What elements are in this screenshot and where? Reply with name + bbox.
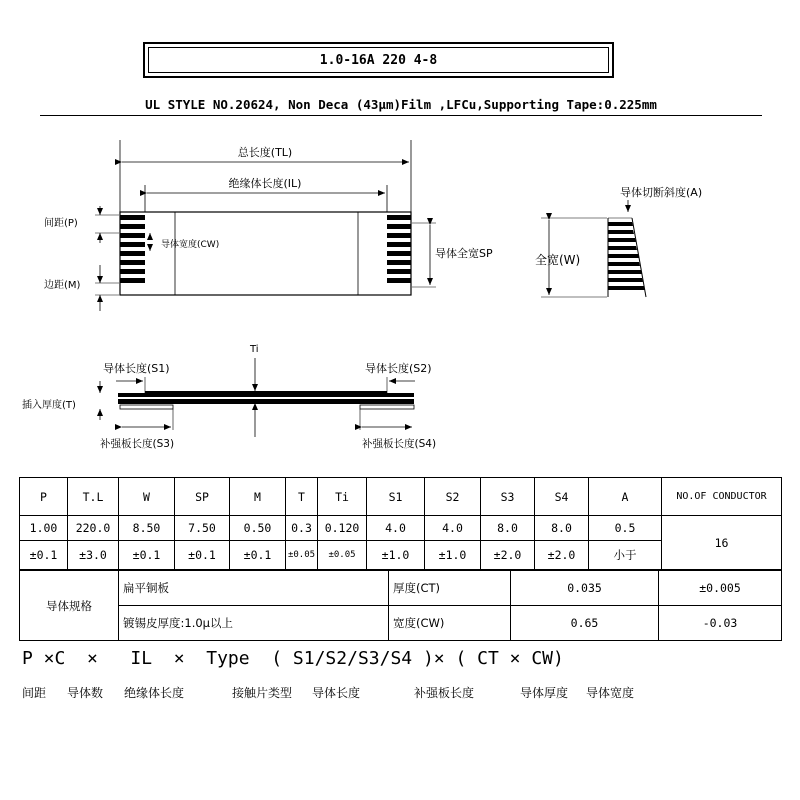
- value-ti: 0.120: [318, 516, 367, 541]
- part-number-title: 1.0-16A 220 4-8: [148, 47, 609, 73]
- stiffener-left: [120, 405, 173, 409]
- thickness-tolerance: ±0.005: [659, 571, 782, 606]
- spec-table: [19, 477, 782, 570]
- header-sp: SP: [175, 478, 230, 516]
- tol-t: ±0.05: [286, 541, 318, 570]
- header-tl: T.L: [68, 478, 119, 516]
- s2-label: 导体长度(S2): [365, 362, 432, 375]
- width-label-cell: 宽度(CW): [389, 606, 511, 641]
- value-t: 0.3: [286, 516, 318, 541]
- value-sp: 7.50: [175, 516, 230, 541]
- cw-label: 导体宽度(CW): [161, 240, 220, 250]
- value-tl: 220.0: [68, 516, 119, 541]
- sp-label: 导体全宽SP: [435, 247, 493, 260]
- value-s2: 4.0: [425, 516, 481, 541]
- header-s3: S3: [481, 478, 535, 516]
- tol-s4: ±2.0: [535, 541, 589, 570]
- value-w: 8.50: [119, 516, 175, 541]
- thickness-label-cell: 厚度(CT): [389, 571, 511, 606]
- legend-conductor-thickness: 导体厚度: [520, 686, 569, 700]
- width-value: 0.65: [511, 606, 659, 641]
- legend-conductor-count: 导体数: [67, 686, 104, 700]
- spec-header-row: [20, 478, 782, 516]
- conductor-material: 扁平铜板: [119, 571, 389, 606]
- tol-w: ±0.1: [119, 541, 175, 570]
- value-m: 0.50: [230, 516, 286, 541]
- value-s3: 8.0: [481, 516, 535, 541]
- legend-insulation-length: 绝缘体长度: [124, 686, 185, 700]
- header-p: P: [20, 478, 68, 516]
- header-t: T: [286, 478, 318, 516]
- tol-s1: ±1.0: [367, 541, 425, 570]
- tol-tl: ±3.0: [68, 541, 119, 570]
- header-s1: S1: [367, 478, 425, 516]
- spec-value-row: [20, 516, 782, 541]
- header-conductor-count: NO.OF CONDUCTOR: [662, 478, 782, 516]
- value-s1: 4.0: [367, 516, 425, 541]
- cable-outline: [120, 212, 411, 295]
- conductor-spec-table: [19, 570, 782, 641]
- tol-p: ±0.1: [20, 541, 68, 570]
- tl-label: 总长度(TL): [237, 146, 293, 159]
- insulation-layer: [145, 391, 387, 394]
- legend-contact-type: 接触片类型: [232, 686, 293, 700]
- stiffener-right: [360, 405, 414, 409]
- tol-a: 小于: [589, 541, 662, 570]
- legend-pitch: 间距: [22, 686, 47, 700]
- ti-label: Ti: [250, 344, 259, 355]
- legend-conductor-length: 导体长度: [312, 686, 361, 700]
- header-ti: Ti: [318, 478, 367, 516]
- full-width-label: 全宽(W): [535, 253, 581, 267]
- header-m: M: [230, 478, 286, 516]
- il-label: 绝缘体长度(IL): [228, 177, 302, 190]
- end-view-contacts: [608, 222, 645, 290]
- conductor-spec-label: 导体规格: [20, 571, 119, 641]
- width-tolerance: -0.03: [659, 606, 782, 641]
- thickness-value: 0.035: [511, 571, 659, 606]
- header-s2: S2: [425, 478, 481, 516]
- tol-s3: ±2.0: [481, 541, 535, 570]
- pitch-label: 间距(P): [44, 218, 78, 229]
- subtitle: UL STYLE NO.20624, Non Deca (43μm)Film ,LFCu,Supporting Tape:0.225mm: [145, 97, 657, 112]
- s4-label: 补强板长度(S4): [362, 438, 437, 450]
- legend-conductor-width: 导体宽度: [586, 686, 635, 700]
- tol-s2: ±1.0: [425, 541, 481, 570]
- part-number-formula: P ×C × IL × Type ( S1/S2/S3/S4 )× ( CT × CW): [22, 648, 564, 669]
- s1-label: 导体长度(S1): [103, 362, 170, 375]
- cut-slope-label: 导体切断斜度(A): [620, 186, 703, 199]
- header-s4: S4: [535, 478, 589, 516]
- cable-side-bottom: [118, 399, 414, 404]
- header-w: W: [119, 478, 175, 516]
- value-s4: 8.0: [535, 516, 589, 541]
- tol-m: ±0.1: [230, 541, 286, 570]
- thickness-label: 插入厚度(T): [22, 400, 76, 411]
- s3-label: 补强板长度(S3): [100, 438, 175, 450]
- value-p: 1.00: [20, 516, 68, 541]
- tol-sp: ±0.1: [175, 541, 230, 570]
- conductor-count: 16: [662, 516, 782, 570]
- plating-thickness: 镀锡皮厚度:1.0μ以上: [119, 606, 389, 641]
- value-a: 0.5: [589, 516, 662, 541]
- header-a: A: [589, 478, 662, 516]
- legend-stiffener-length: 补强板长度: [414, 686, 475, 700]
- tol-ti: ±0.05: [318, 541, 367, 570]
- margin-label: 边距(M): [44, 280, 81, 291]
